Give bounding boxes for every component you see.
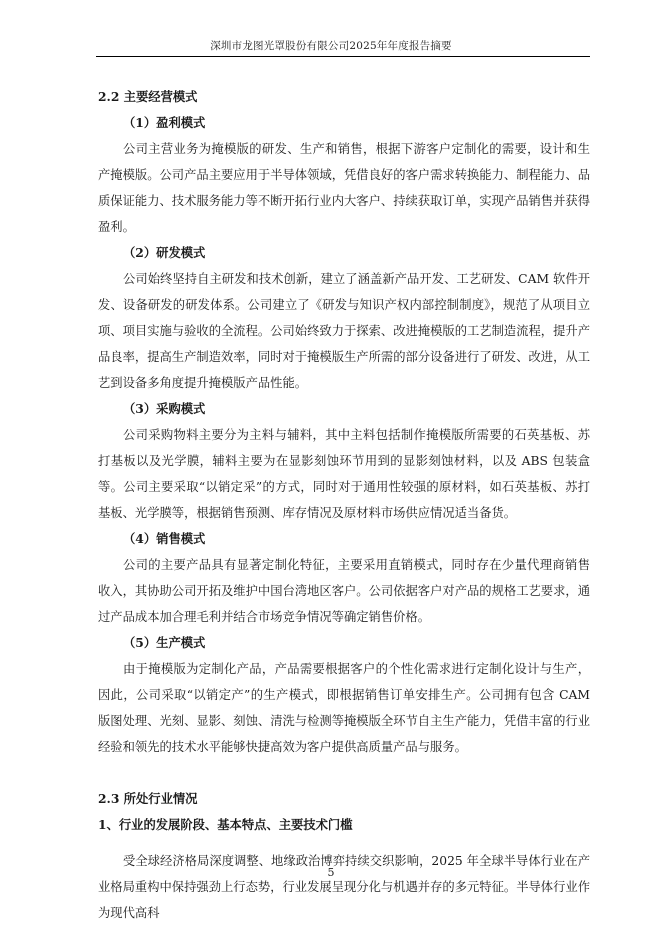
page-body xyxy=(98,84,590,926)
sales-model-text: 公司的主要产品具有显著定制化特征，主要采用直销模式，同时存在少量代理商销售收入，其协助公司开拓及维护中国台湾地区客户。公司依据客户对产品的规格工艺要求，通过产品成本加合理毛利并结合市场竞争情况等确定销售价格。 xyxy=(98,558,590,624)
header-rule xyxy=(96,56,590,57)
production-model-text: 由于掩模版为定制化产品，产品需要根据客户的个性化需求进行定制化设计与生产，因此，公司采取“以销定产”的生产模式，即根据销售订单安排生产。公司拥有包含 CAM 版图处理、光刻、显影、刻蚀、清洗与检测等掩模版全环节自主生产能力，凭借丰富的行业经验和领先的技术水平能够快捷高效为客户提供高质量产品与服务。 xyxy=(98,662,590,754)
rnd-model-title: （2）研发模式 xyxy=(123,245,206,260)
profit-model-title: （1）盈利模式 xyxy=(123,115,206,130)
industry-text: 受全球经济格局深度调整、地缘政治博弈持续交织影响，2025 年全球半导体行业在产业格局重构中保持强劲上行态势，行业发展呈现分化与机遇并存的多元特征。半导体行业作为现代高科 xyxy=(98,854,590,920)
section-2-3-subheading: 1、行业的发展阶段、基本特点、主要技术门槛 xyxy=(98,817,353,832)
procurement-model-text: 公司采购物料主要分为主料与辅料，其中主料包括制作掩模版所需要的石英基板、苏打基板以及光学膜，辅料主要为在显影刻蚀环节用到的显影刻蚀材料，以及 ABS 包装盒等。公司主要采取“以销定采”的方式，同时对于通用性较强的原材料，如石英基板、苏打基板、光学膜等，根据销售预测、库存情况及原材料市场供应情况适当备货。 xyxy=(98,428,590,520)
production-model-title: （5）生产模式 xyxy=(123,635,206,650)
sales-model-title: （4）销售模式 xyxy=(123,531,206,546)
rnd-model-text: 公司始终坚持自主研发和技术创新，建立了涵盖新产品开发、工艺研发、CAM 软件开发、设备研发的研发体系。公司建立了《研发与知识产权内部控制制度》，规范了从项目立项、项目实施与验收的全流程。公司始终致力于探索、改进掩模版的工艺制造流程，提升产品良率，提高生产制造效率，同时对于掩模版生产所需的部分设备进行了研发、改进，从工艺到设备多角度提升掩模版产品性能。 xyxy=(98,272,590,390)
section-2-2-heading: 2.2 主要经营模式 xyxy=(98,89,198,104)
profit-model-text: 公司主营业务为掩模版的研发、生产和销售，根据下游客户定制化的需要，设计和生产掩模版。公司产品主要应用于半导体领域，凭借良好的客户需求转换能力、制程能力、品质保证能力、技术服务能力等不断开拓行业内大客户、持续获取订单，实现产品销售并获得盈利。 xyxy=(98,142,590,234)
page-header: 深圳市龙图光罩股份有限公司2025年年度报告摘要 xyxy=(210,40,452,52)
procurement-model-title: （3）采购模式 xyxy=(123,401,206,416)
page-number: 5 xyxy=(327,866,335,879)
section-gap xyxy=(98,760,590,786)
subheading-gap xyxy=(98,838,590,848)
section-2-3-heading: 2.3 所处行业情况 xyxy=(98,791,198,806)
